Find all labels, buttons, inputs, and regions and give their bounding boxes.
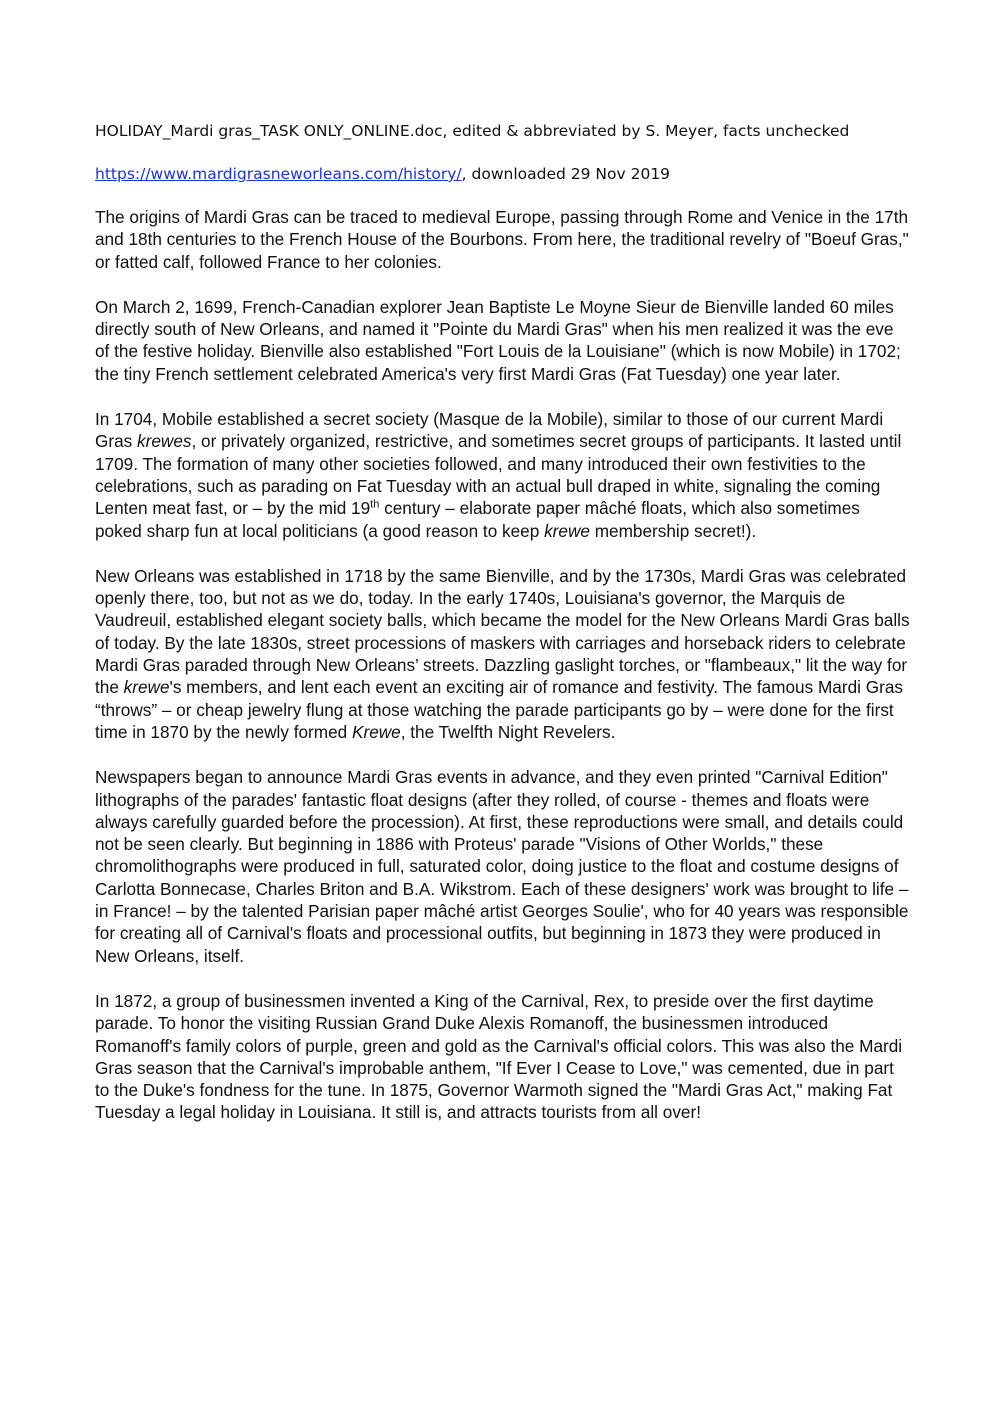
- paragraph-text: , the Twelfth Night Revelers.: [400, 721, 616, 742]
- paragraph-text: century – elaborate paper mâché floats, which also sometimes poked sharp fun at local politicians (a good reason to keep: [95, 498, 860, 541]
- italic-term: krewes: [137, 431, 192, 452]
- source-link[interactable]: https://www.mardigrasneworleans.com/history/: [95, 165, 462, 183]
- paragraph-text: membership secret!).: [589, 520, 757, 541]
- source-download-date: , downloaded 29 Nov 2019: [461, 165, 671, 183]
- italic-term: Krewe: [352, 721, 401, 742]
- paragraph-text: 's members, and lent each event an exciting air of romance and festivity. The famous Mardi Gras “throws” – or cheap jewelry flung at those watching the parade participants go by – were done for the first time in 1870 by the newly formed: [95, 677, 903, 742]
- italic-term: krewe: [544, 520, 590, 541]
- paragraph-text: , or privately organized, restrictive, and sometimes secret groups of participants. It lasted until 1709. The formation of many other societies followed, and many introduced their own festivities to the celebrations, such as parading on Fat Tuesday with an actual bull draped in white, signaling the coming Lenten meat fast, or – by the mid 19: [95, 431, 902, 519]
- paragraph-new-orleans: [95, 565, 910, 743]
- paragraph-secret-society: [95, 408, 910, 542]
- italic-term: krewe: [123, 677, 170, 698]
- paragraph-text: New Orleans was established in 1718 by the same Bienville, and by the 1730s, Mardi Gras was celebrated openly there, too, but not as we do, today. In the early 1740s, Louisiana's governor, the Marquis de Vaudreuil, established elegant society balls, which became the model for the New Orleans Mardi Gras balls of today. By the late 1830s, street processions of maskers with carriages and horseback riders to celebrate Mardi Gras paraded through New Orleans’ streets. Dazzling gaslight torches, or "flambeaux," lit the way for the: [95, 565, 910, 698]
- paragraph-text: In 1704, Mobile established a secret society (Masque de la Mobile), similar to those of our current Mardi Gras: [95, 409, 884, 452]
- superscript: th: [370, 498, 380, 511]
- article-body: [95, 206, 910, 1124]
- source-line: [95, 164, 670, 184]
- paragraph-origins: The origins of Mardi Gras can be traced to medieval Europe, passing through Rome and Venice in the 17th and 18th centuries to the French House of the Bourbons. From here, the traditional revelry of "Boeuf Gras," or fatted calf, followed France to her colonies.: [95, 207, 909, 272]
- paragraph-rex-1872: In 1872, a group of businessmen invented a King of the Carnival, Rex, to preside over the first daytime parade. To honor the visiting Russian Grand Duke Alexis Romanoff, the businessmen introduced Romanoff's family colors of purple, green and gold as the Carnival's official colors. This was also the Mardi Gras season that the Carnival's improbable anthem, "If Ever I Cease to Love," was cemented, due in part to the Duke's fondness for the tune. In 1875, Governor Warmoth signed the "Mardi Gras Act," making Fat Tuesday a legal holiday in Louisiana. It still is, and attracts tourists from all over!: [95, 990, 903, 1123]
- file-info-line: HOLIDAY_Mardi gras_TASK ONLY_ONLINE.doc, edited & abbreviated by S. Meyer, facts unchecked: [95, 122, 850, 140]
- paragraph-newspapers: Newspapers began to announce Mardi Gras events in advance, and they even printed "Carnival Edition" lithographs of the parades' fantastic float designs (after they rolled, of course - themes and floats were always carefully guarded before the procession). At first, these reproductions were small, and details could not be seen clearly. But beginning in 1886 with Proteus' parade "Visions of Other Worlds," these chromolithographs were produced in full, saturated color, doing justice to the float and costume designs of Carlotta Bonnecase, Charles Briton and B.A. Wikstrom. Each of these designers' work was brought to life – in France! – by the talented Parisian paper mâché artist Georges Soulie', who for 40 years was responsible for creating all of Carnival's floats and processional outfits, but beginning in 1873 they were produced in New Orleans, itself.: [95, 767, 909, 966]
- paragraph-bienville-1699: On March 2, 1699, French-Canadian explorer Jean Baptiste Le Moyne Sieur de Bienville landed 60 miles directly south of New Orleans, and named it "Pointe du Mardi Gras" when his men realized it was the eve of the festive holiday. Bienville also established "Fort Louis de la Louisiane" (which is now Mobile) in 1702; the tiny French settlement celebrated America's very first Mardi Gras (Fat Tuesday) one year later.: [95, 296, 901, 384]
